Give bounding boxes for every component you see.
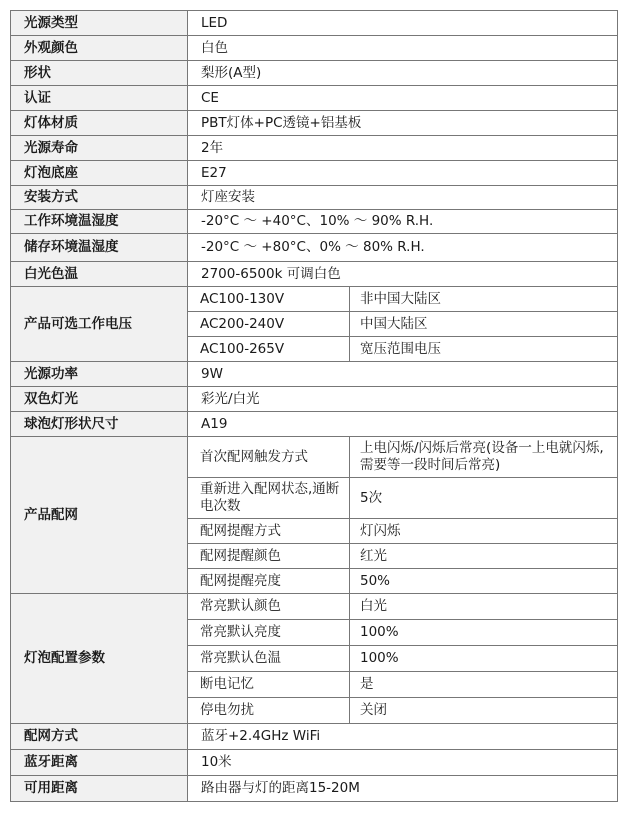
row-label: 白光色温: [11, 262, 188, 287]
row-label: 灯泡配置参数: [11, 594, 188, 724]
row-value: 梨形(A型): [188, 61, 618, 86]
table-row: [11, 186, 618, 210]
row-label: 可用距离: [11, 776, 188, 802]
row-label: 光源功率: [11, 362, 188, 387]
row-value: 蓝牙+2.4GHz WiFi: [188, 724, 618, 750]
voltage-range: AC200-240V: [188, 312, 350, 337]
row-value: -20°C ～ +40°C、10% ～ 90% R.H.: [188, 210, 618, 234]
table-row: [11, 594, 618, 620]
row-value: LED: [188, 11, 618, 36]
row-label: 储存环境温湿度: [11, 234, 188, 262]
param-name: 配网提醒亮度: [188, 569, 350, 594]
table-row: [11, 362, 618, 387]
table-row: [11, 61, 618, 86]
row-label: 产品配网: [11, 437, 188, 594]
table-row: [11, 750, 618, 776]
row-value: 9W: [188, 362, 618, 387]
table-row: [11, 776, 618, 802]
row-value: 2700-6500k 可调白色: [188, 262, 618, 287]
param-name: 配网提醒方式: [188, 519, 350, 544]
param-name: 首次配网触发方式: [188, 437, 350, 478]
row-label: 光源类型: [11, 11, 188, 36]
row-label: 形状: [11, 61, 188, 86]
row-label: 灯体材质: [11, 111, 188, 136]
row-label: 认证: [11, 86, 188, 111]
row-value: -20°C ～ +80°C、0% ～ 80% R.H.: [188, 234, 618, 262]
table-row: [11, 437, 618, 478]
table-row: [11, 724, 618, 750]
row-value: 灯座安装: [188, 186, 618, 210]
row-label: 双色灯光: [11, 387, 188, 412]
table-row: [11, 86, 618, 111]
param-name: 断电记忆: [188, 672, 350, 698]
spec-table: [10, 10, 618, 802]
row-label: 外观颜色: [11, 36, 188, 61]
table-row: [11, 234, 618, 262]
table-row: [11, 262, 618, 287]
param-value: 白光: [350, 594, 618, 620]
row-value: 路由器与灯的距离15-20M: [188, 776, 618, 802]
table-row: [11, 287, 618, 312]
param-name: 常亮默认亮度: [188, 620, 350, 646]
row-value: E27: [188, 161, 618, 186]
voltage-region: 非中国大陆区: [350, 287, 618, 312]
param-value: 50%: [350, 569, 618, 594]
row-label: 光源寿命: [11, 136, 188, 161]
table-row: [11, 387, 618, 412]
table-row: [11, 161, 618, 186]
param-name: 配网提醒颜色: [188, 544, 350, 569]
row-label: 灯泡底座: [11, 161, 188, 186]
row-value: PBT灯体+PC透镜+铝基板: [188, 111, 618, 136]
row-value: A19: [188, 412, 618, 437]
param-value: 灯闪烁: [350, 519, 618, 544]
voltage-range: AC100-265V: [188, 337, 350, 362]
param-value: 100%: [350, 620, 618, 646]
param-value: 是: [350, 672, 618, 698]
row-label: 工作环境温湿度: [11, 210, 188, 234]
voltage-region: 宽压范围电压: [350, 337, 618, 362]
row-value: 彩光/白光: [188, 387, 618, 412]
param-name: 常亮默认颜色: [188, 594, 350, 620]
voltage-region: 中国大陆区: [350, 312, 618, 337]
param-value: 5次: [350, 478, 618, 519]
param-name: 常亮默认色温: [188, 646, 350, 672]
table-row: [11, 111, 618, 136]
row-label: 安装方式: [11, 186, 188, 210]
param-value: 红光: [350, 544, 618, 569]
row-value: CE: [188, 86, 618, 111]
param-value: 100%: [350, 646, 618, 672]
row-label: 球泡灯形状尺寸: [11, 412, 188, 437]
row-label: 产品可选工作电压: [11, 287, 188, 362]
param-name: 停电勿扰: [188, 698, 350, 724]
table-row: [11, 210, 618, 234]
row-value: 白色: [188, 36, 618, 61]
row-value: 2年: [188, 136, 618, 161]
row-value: 10米: [188, 750, 618, 776]
param-value: 关闭: [350, 698, 618, 724]
row-label: 蓝牙距离: [11, 750, 188, 776]
table-row: [11, 11, 618, 36]
row-label: 配网方式: [11, 724, 188, 750]
voltage-range: AC100-130V: [188, 287, 350, 312]
param-name: 重新进入配网状态,通断电次数: [188, 478, 350, 519]
table-row: [11, 36, 618, 61]
table-row: [11, 136, 618, 161]
param-value: 上电闪烁/闪烁后常亮(设备一上电就闪烁,需要等一段时间后常亮): [350, 437, 618, 478]
table-row: [11, 412, 618, 437]
